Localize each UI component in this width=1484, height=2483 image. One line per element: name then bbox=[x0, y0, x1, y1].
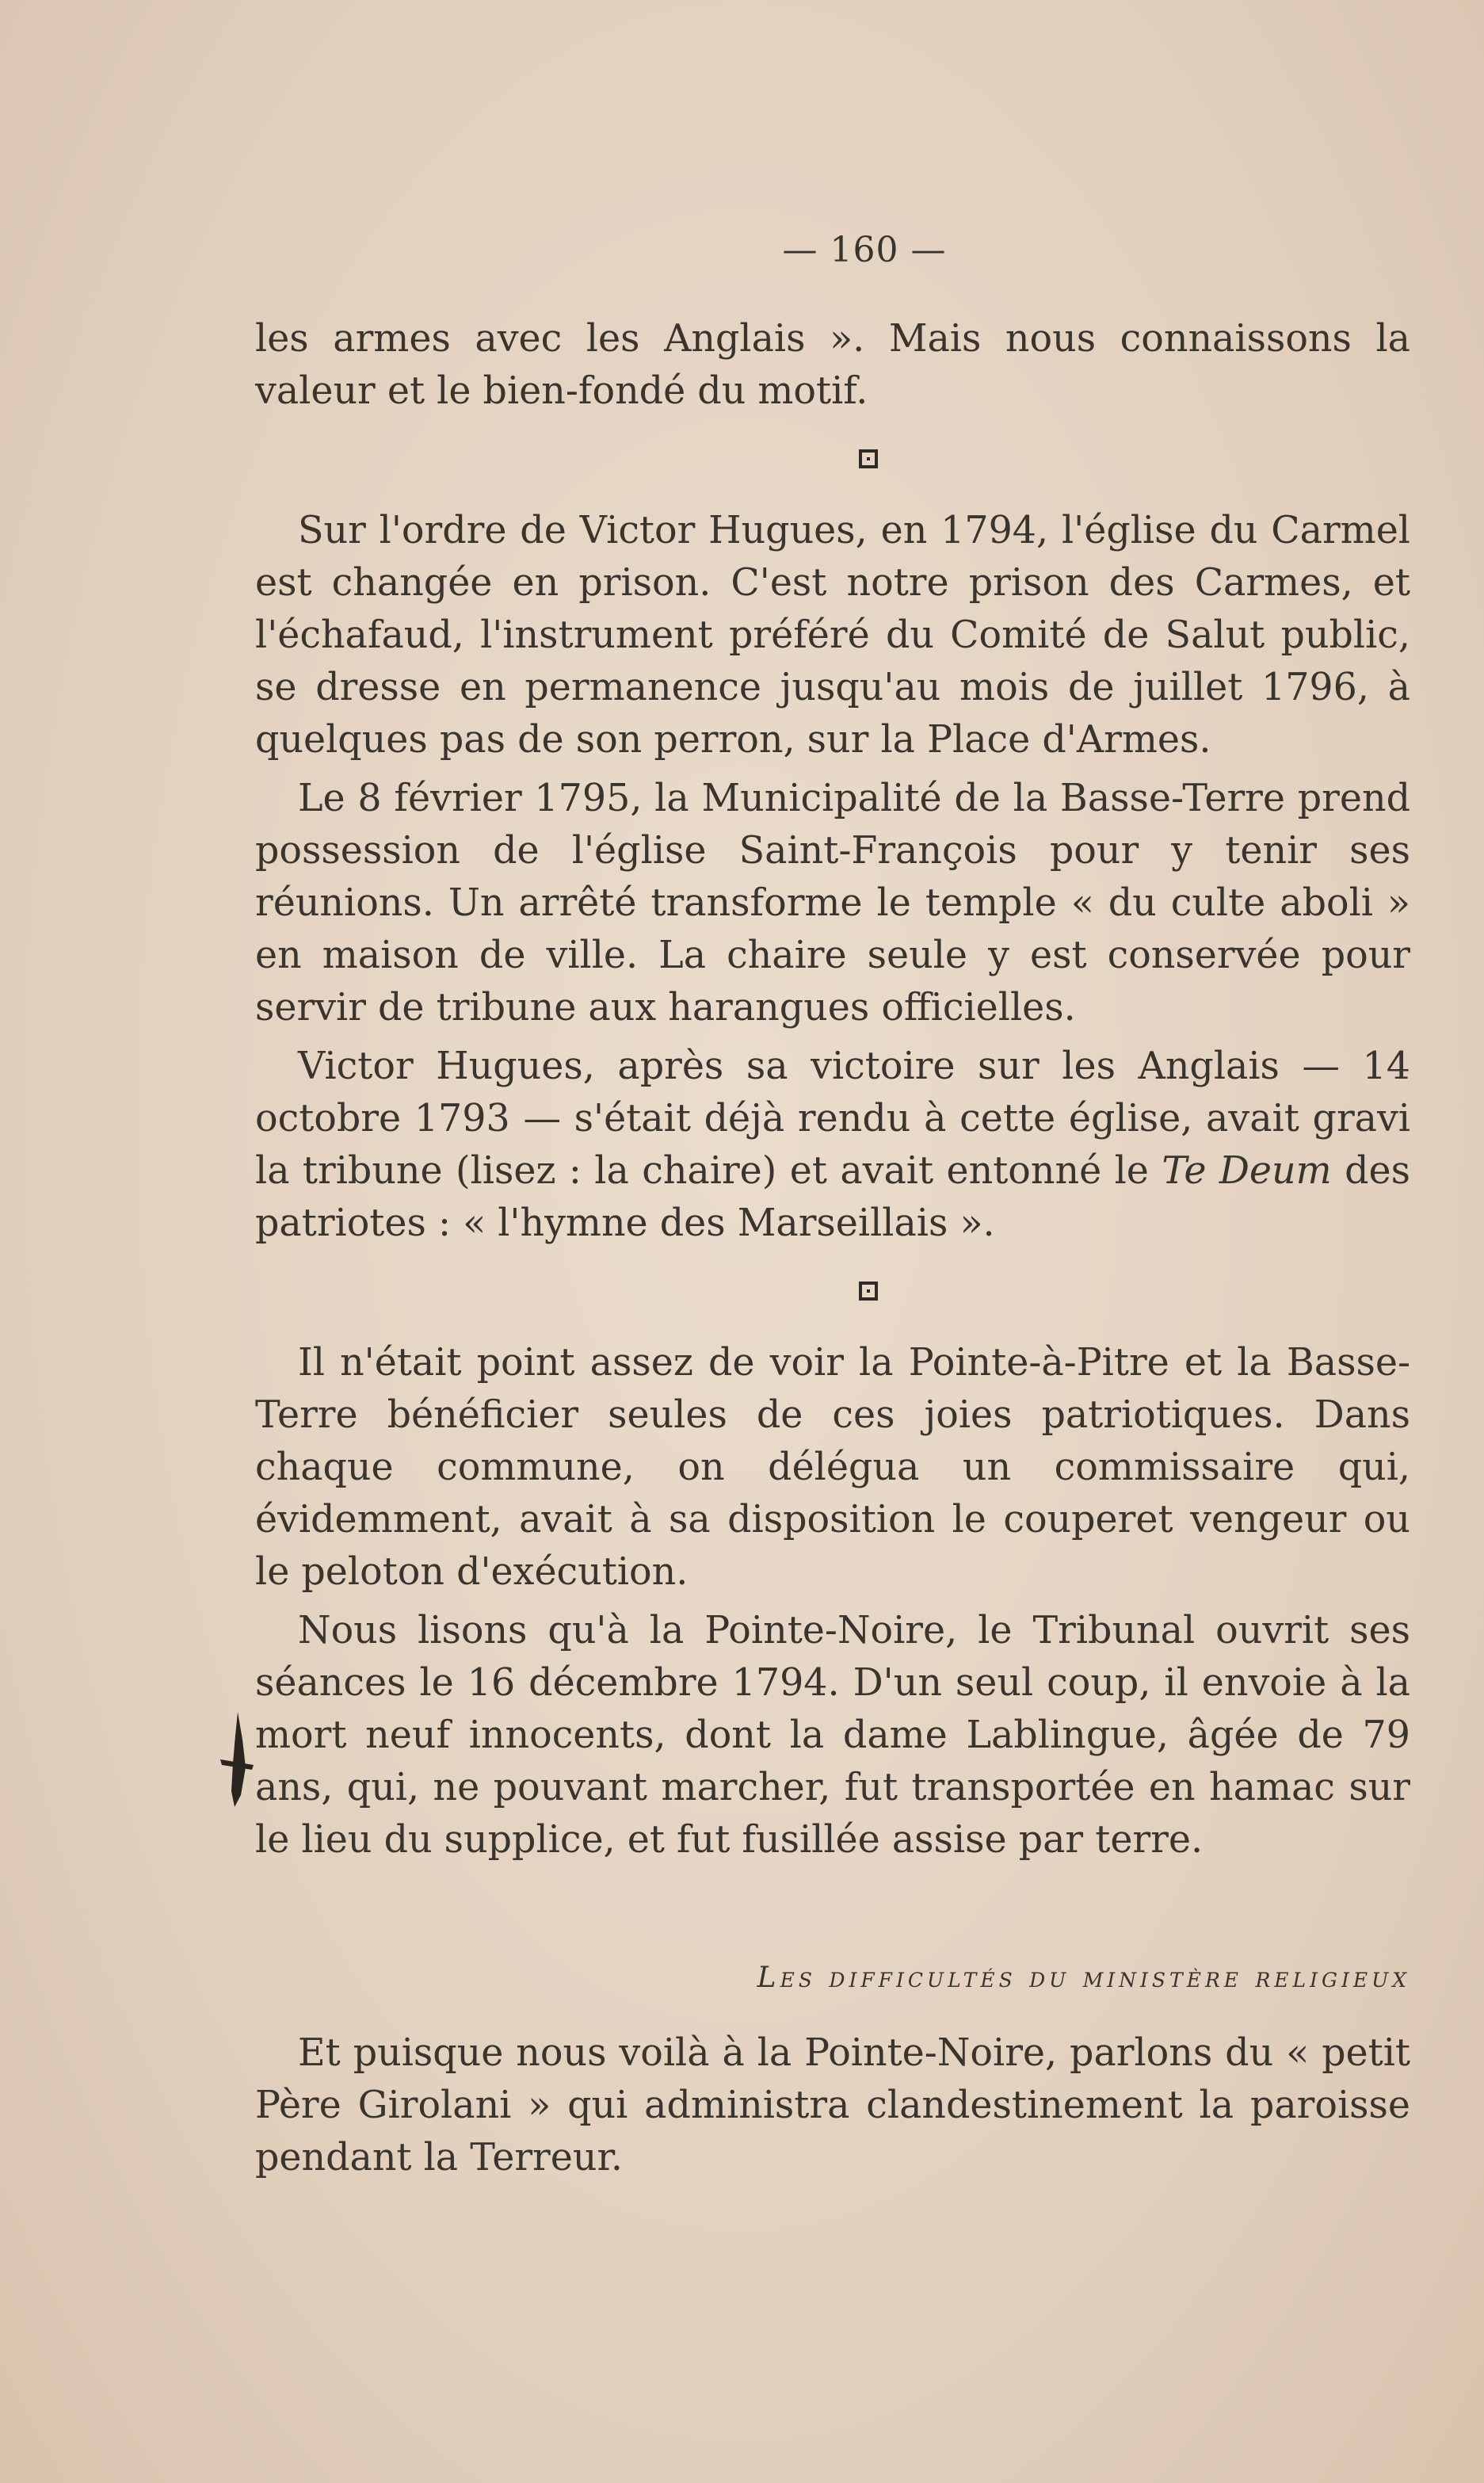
paragraph-text: des patriotes : « l'hymne des Marseillais ». bbox=[255, 1149, 1410, 1245]
page-content bbox=[255, 313, 1410, 2184]
paragraph bbox=[255, 1041, 1410, 1250]
paragraph: Il n'était point assez de voir la Pointe-à-Pitre et la Basse-Terre bénéficier seules de ces joies patriotiques. Dans chaque commune, on délégua un commissaire qui, évidemment, avait à sa disposition le couperet vengeur ou le peloton d'exécution. bbox=[255, 1341, 1410, 1594]
section-ornament bbox=[326, 1282, 1410, 1301]
paragraph: les armes avec les Anglais ». Mais nous connaissons la valeur et le bien-fondé du motif. bbox=[255, 317, 1410, 413]
section-heading: Les difficultés du ministère religieux bbox=[757, 1962, 1410, 1994]
italic-title: Te Deum bbox=[1162, 1149, 1332, 1193]
paragraph: Le 8 février 1795, la Municipalité de la Basse-Terre prend possession de l'église Saint-François pour y tenir ses réunions. Un arrêté transforme le temple « du culte aboli » en maison de ville. La chaire seule y est conservée pour servir de tribune aux harangues officielles. bbox=[255, 777, 1410, 1029]
paragraph: Et puisque nous voilà à la Pointe-Noire, parlons du « petit Père Girolani » qui administra clandestinement la paroisse pendant la Terreur. bbox=[255, 2031, 1410, 2179]
book-page bbox=[255, 230, 1410, 2184]
ornament-square-icon bbox=[859, 449, 878, 468]
section-ornament bbox=[326, 449, 1410, 468]
ornament-square-icon bbox=[859, 1282, 878, 1301]
paragraph: Nous lisons qu'à la Pointe-Noire, le Tribunal ouvrit ses séances le 16 décembre 1794. D'un seul coup, il envoie à la mort neuf innocents, dont la dame Lablingue, âgée de 79 ans, qui, ne pouvant marcher, fut transportée en hamac sur le lieu du supplice, et fut fusillée assise par terre. bbox=[255, 1609, 1410, 1862]
paragraph-text: Victor Hugues, après sa victoire sur les Anglais — 14 octobre 1793 — s'était déjà rendu à cette église, avait gravi la tribune (lisez : la chaire) et avait entonné le bbox=[255, 1045, 1410, 1193]
margin-pencil-mark bbox=[214, 1708, 261, 1811]
page-number: — 160 — bbox=[782, 230, 947, 270]
paragraph: Sur l'ordre de Victor Hugues, en 1794, l'église du Carmel est changée en prison. C'est notre prison des Carmes, et l'échafaud, l'instrument préféré du Comité de Salut public, se dresse en permanence jusqu'au mois de juillet 1796, à quelques pas de son perron, sur la Place d'Armes. bbox=[255, 509, 1410, 762]
